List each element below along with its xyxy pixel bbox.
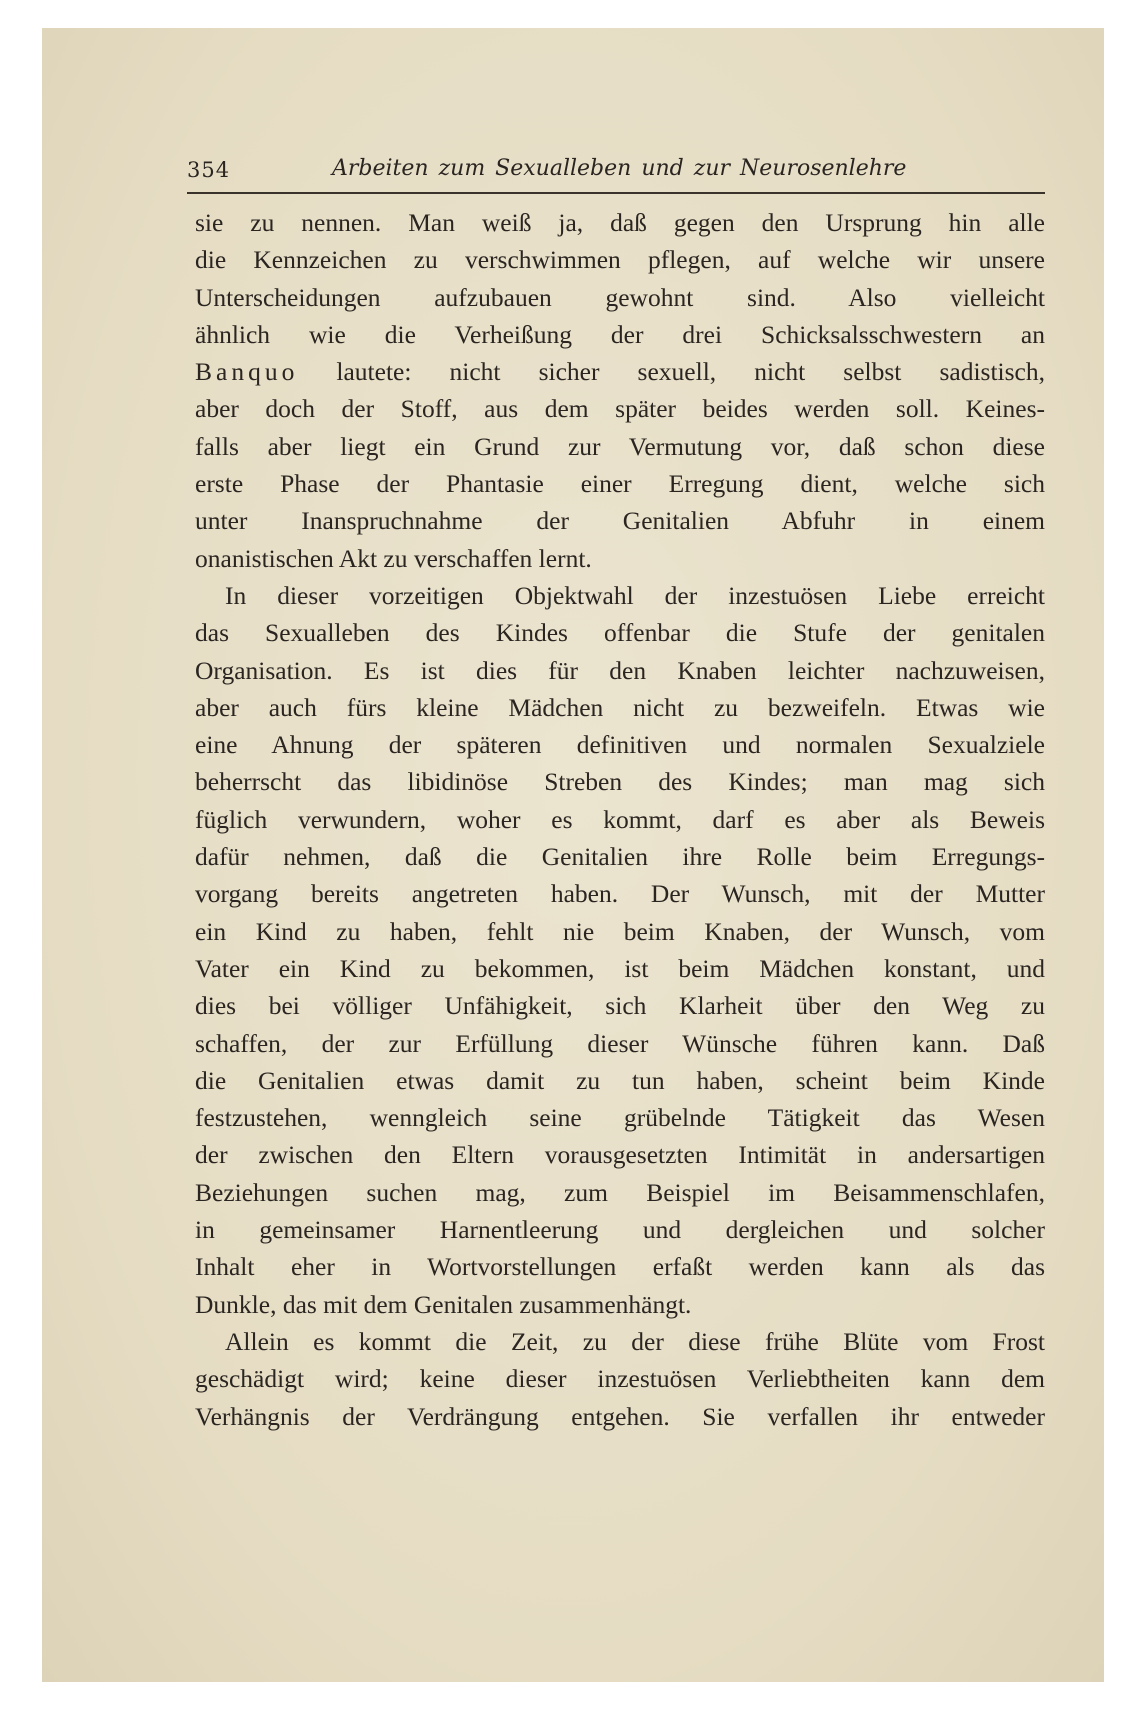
text-line: aber doch der Stoff, aus dem später beides werden soll. Keines- xyxy=(195,394,1045,424)
text-line: eine Ahnung der späteren definitiven und normalen Sexualziele xyxy=(195,730,1045,760)
text-line: dafür nehmen, daß die Genitalien ihre Rolle beim Erregungs- xyxy=(195,842,1045,872)
text-line: Beziehungen suchen mag, zum Beispiel im Beisammenschlafen, xyxy=(195,1177,1045,1207)
text-line: beherrscht das libidinöse Streben des Kindes; man mag sich xyxy=(195,767,1045,797)
text-line: füglich verwundern, woher es kommt, darf es aber als Beweis xyxy=(195,804,1045,834)
text-line: Unterscheidungen aufzubauen gewohnt sind. Also vielleicht xyxy=(195,282,1045,312)
text-line: aber auch fürs kleine Mädchen nicht zu bezweifeln. Etwas wie xyxy=(195,692,1045,722)
paragraph-start: Allein es kommt die Zeit, zu der diese frühe Blüte vom Frost xyxy=(225,1326,1045,1356)
text-line: Organisation. Es ist dies für den Knaben leichter nachzuweisen, xyxy=(195,655,1045,685)
page-header xyxy=(187,152,1045,194)
text-line: der zwischen den Eltern vorausgesetzten Intimität in andersartigen xyxy=(195,1140,1045,1170)
text-line: erste Phase der Phantasie einer Erregung dient, welche sich xyxy=(195,469,1045,499)
text-line: Vater ein Kind zu bekommen, ist beim Mädchen konstant, und xyxy=(195,953,1045,983)
text-line: dies bei völliger Unfähigkeit, sich Klarheit über den Weg zu xyxy=(195,991,1045,1021)
text-line: vorgang bereits angetreten haben. Der Wunsch, mit der Mutter xyxy=(195,879,1045,909)
text-line: ähnlich wie die Verheißung der drei Schicksalsschwestern an xyxy=(195,319,1045,349)
book-page xyxy=(187,152,1045,1435)
text-line: ein Kind zu haben, fehlt nie beim Knaben, der Wunsch, vom xyxy=(195,916,1045,946)
running-head: Arbeiten zum Sexualleben und zur Neurosenlehre xyxy=(332,156,907,181)
text-line xyxy=(195,353,1045,390)
body-text xyxy=(195,204,1045,1435)
text-line: festzustehen, wenngleich seine grübelnde Tätigkeit das Wesen xyxy=(195,1103,1045,1133)
text-line: das Sexualleben des Kindes offenbar die Stufe der genitalen xyxy=(195,618,1045,648)
text-line: die Genitalien etwas damit zu tun haben, scheint beim Kinde xyxy=(195,1065,1045,1095)
text-line: die Kennzeichen zu verschwimmen pflegen, auf welche wir unsere xyxy=(195,245,1045,275)
page-number: 354 xyxy=(187,158,231,182)
paragraph-start: In dieser vorzeitigen Objektwahl der inzestuösen Liebe erreicht xyxy=(225,580,1045,610)
text-line: Inhalt eher in Wortvorstellungen erfaßt werden kann als das xyxy=(195,1252,1045,1282)
name-banquo: Banquo xyxy=(195,357,299,387)
text-line: geschädigt wird; keine dieser inzestuösen Verliebtheiten kann dem xyxy=(195,1364,1045,1394)
text-line: in gemeinsamer Harnentleerung und dergleichen und solcher xyxy=(195,1215,1045,1245)
text-line: sie zu nennen. Man weiß ja, daß gegen den Ursprung hin alle xyxy=(195,208,1045,237)
text-line: Dunkle, das mit dem Genitalen zusammenhängt. xyxy=(195,1289,692,1319)
text-line-rest: lautete: nicht sicher sexuell, nicht selbst sadistisch, xyxy=(336,357,1045,387)
text-line: onanistischen Akt zu verschaffen lernt. xyxy=(195,543,592,573)
text-line: Verhängnis der Verdrängung entgehen. Sie verfallen ihr entweder xyxy=(195,1401,1045,1431)
text-line: unter Inanspruchnahme der Genitalien Abfuhr in einem xyxy=(195,506,1045,536)
text-line: falls aber liegt ein Grund zur Vermutung vor, daß schon diese xyxy=(195,431,1045,461)
text-line: schaffen, der zur Erfüllung dieser Wünsche führen kann. Daß xyxy=(195,1028,1045,1058)
